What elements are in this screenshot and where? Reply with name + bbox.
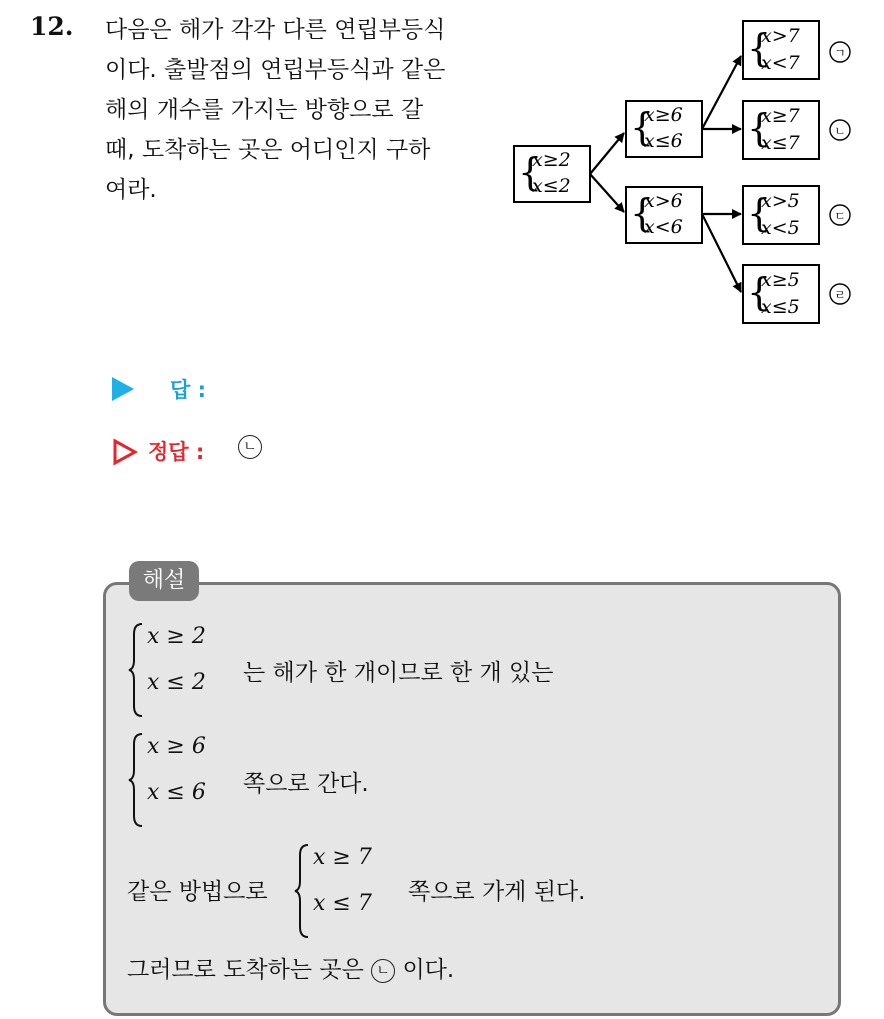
- brace: [127, 622, 145, 718]
- question-text: [105, 10, 490, 210]
- mid-bottom-line-2: x<6: [644, 216, 683, 238]
- brace: {: [630, 105, 655, 149]
- leaf-box-c: [743, 186, 850, 244]
- brace: {: [747, 106, 772, 150]
- mid-top-line-2: x≤6: [644, 130, 683, 152]
- conclusion-text-post: 이다.: [402, 957, 455, 983]
- brace: {: [630, 191, 655, 235]
- mid-top-system-box: [626, 101, 702, 157]
- flow-arrows: [590, 56, 741, 292]
- arrow: [590, 174, 624, 212]
- mid-bottom-line-1: x>6: [644, 190, 683, 212]
- leaf-a-line-1: x>7: [761, 25, 800, 47]
- solution-conclusion: [127, 951, 454, 984]
- question-line: 다음은 해가 각각 다른 연립부등식: [105, 17, 446, 43]
- question-line: 때, 도착하는 곳은 어디인지 구하: [105, 137, 431, 163]
- system-2-line-1: [147, 734, 206, 759]
- start-line-2: x≤2: [532, 175, 571, 197]
- leaf-a-mark: ㄱ: [834, 46, 846, 60]
- mid-top-line-1: x≥6: [644, 104, 683, 126]
- leaf-box-b: [743, 101, 850, 159]
- outline-triangle-icon: [112, 438, 138, 466]
- system-1-line-2-text: x ≤ 2: [147, 670, 206, 695]
- system-2-line-1-text: x ≥ 6: [147, 734, 206, 759]
- leaf-box-a: [743, 21, 850, 79]
- question-line: 이다. 출발점의 연립부등식과 같은: [105, 57, 446, 83]
- arrow: [702, 56, 741, 129]
- question-line: 해의 개수를 가지는 방향으로 갈: [105, 97, 424, 123]
- answer-label: 답 :: [170, 378, 206, 402]
- leaf-b-line-2: x≤7: [761, 132, 800, 154]
- brace: {: [747, 270, 772, 314]
- solution-text-3-pre: 같은 방법으로: [127, 879, 268, 905]
- conclusion-text-pre: 그러므로 도착하는 곳은: [127, 957, 364, 983]
- question-line: 여라.: [105, 177, 157, 203]
- brace: {: [747, 191, 772, 235]
- solution-tab: 해설: [129, 561, 199, 601]
- brace: {: [518, 150, 543, 194]
- system-3-line-2: [313, 891, 372, 916]
- solution-text-1: 는 해가 한 개이므로 한 개 있는: [243, 660, 554, 686]
- leaf-c-line-2: x<5: [761, 217, 800, 239]
- system-3-line-1: [313, 845, 372, 870]
- start-system-box: [514, 146, 590, 202]
- question-number: 12.: [30, 12, 74, 41]
- play-triangle-icon: [112, 377, 134, 401]
- solution-text-3-post: 쪽으로 가게 된다.: [408, 879, 586, 905]
- arrow: [702, 214, 741, 292]
- leaf-a-line-2: x<7: [761, 52, 800, 74]
- circled-answer-mark: ㄴ: [238, 435, 262, 459]
- solution-text-2: 쪽으로 간다.: [243, 771, 369, 797]
- system-1-line-1-text: x ≥ 2: [147, 624, 206, 649]
- leaf-d-line-2: x≤5: [761, 296, 800, 318]
- system-1-line-2: [147, 670, 206, 695]
- brace: [127, 732, 145, 828]
- brace: [293, 843, 311, 939]
- correct-answer-label: 정답 :: [148, 440, 205, 464]
- circled-mark: ㄴ: [371, 959, 395, 983]
- mid-bottom-system-box: [626, 187, 702, 243]
- system-2-line-2-text: x ≤ 6: [147, 780, 206, 805]
- leaf-b-mark: ㄴ: [834, 124, 846, 138]
- leaf-d-line-1: x≥5: [761, 269, 800, 291]
- leaf-d-mark: ㄹ: [834, 288, 846, 302]
- brace: {: [747, 26, 772, 70]
- leaf-box-d: [743, 265, 850, 323]
- system-2-line-2: [147, 780, 206, 805]
- leaf-c-mark: ㄷ: [834, 209, 846, 223]
- start-line-1: x≥2: [532, 149, 571, 171]
- arrow: [590, 133, 624, 174]
- correct-answer-value: [238, 434, 262, 459]
- leaf-b-line-1: x≥7: [761, 105, 800, 127]
- system-3-line-2-text: x ≤ 7: [313, 891, 372, 916]
- leaf-c-line-1: x>5: [761, 190, 800, 212]
- system-3-line-1-text: x ≥ 7: [313, 845, 372, 870]
- inequality-flow-diagram: [500, 0, 880, 340]
- system-1-line-1: [147, 624, 206, 649]
